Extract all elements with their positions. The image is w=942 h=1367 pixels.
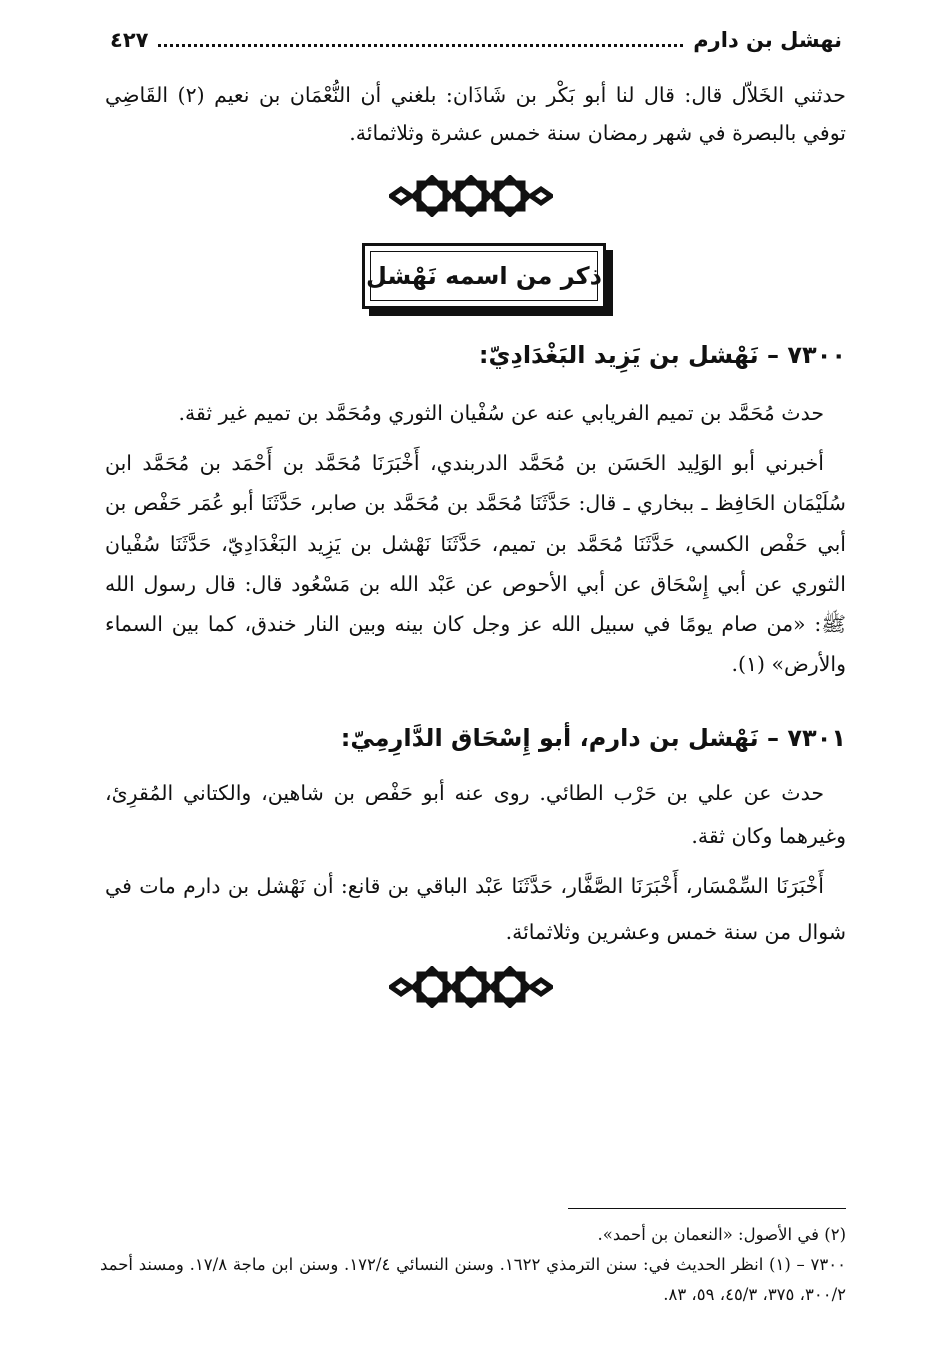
section-heading-box [362, 243, 606, 309]
section-heading: ذكر من اسمه نَهْشل [366, 262, 602, 290]
footnote-2: ٧٣٠٠ – (١) انظر الحديث في: سنن الترمذي ١٦٢٢. وسنن النسائي ١٧٢/٤. وسنن ابن ماجة ١٧/٨. ومسند أحمد ٣٠٠/٢، ٣٧٥، ٤٥/٣، ٥٩، ٨٣. [100, 1255, 846, 1304]
divider-ornament-top [0, 175, 942, 217]
entry-7300-paragraph-1: حدث مُحَمَّد بن تميم الفريابي عنه عن سُفْيان الثوري ومُحَمَّد بن تميم غير ثقة. [178, 401, 824, 425]
entry-7300-paragraph-2: أخبرني أبو الوَلِيد الحَسَن بن مُحَمَّد الدربندي، أَخْبَرَنَا مُحَمَّد بن أَحْمَد بن مُحَمَّد ابن سُلَيْمَان الحَافِظ ـ ببخاري ـ قال: حَدَّثَنَا مُحَمَّد بن مُحَمَّد بن صابر، حَدَّثَنَا أبو عُمَر حَفْص بن أبي حَفْص الكسي، حَدَّثَنَا مُحَمَّد بن تميم، حَدَّثَنَا نَهْشل بن يَزِيد البَغْدَادِيّ، حَدَّثَنَا سُفْيان الثوري عن أبي إِسْحَاق عن أبي الأحوص عن عَبْد الله بن مَسْعُود قال: قال رسول الله ﷺ: «من صام يومًا في سبيل الله عز وجل كان بينه وبين النار خندق، كما بين السماء والأرض» (١). [105, 451, 846, 677]
entry-title-7300: ٧٣٠٠ – نَهْشل بن يَزِيد البَغْدَادِيّ: [478, 341, 846, 369]
running-title: نهشل بن دارم [693, 28, 842, 52]
footnote-separator [568, 1208, 846, 1209]
footnote-1: (٢) في الأصول: «النعمان بن أحمد». [597, 1225, 846, 1244]
page-header [110, 28, 842, 52]
divider-ornament-bottom [0, 966, 942, 1008]
header-dotted-leader [158, 30, 683, 47]
entry-title-7301: ٧٣٠١ – نَهْشل بن دارم، أبو إِسْحَاق الدَّارِمِيّ: [340, 724, 846, 752]
top-paragraph: حدثني الخَلاّل قال: قال لنا أبو بَكْر بن شَاذَان: بلغني أن النُّعْمَان بن نعيم (٢) القَاضِي توفي بالبصرة في شهر رمضان سنة خمس عشرة وثلاثمائة. [105, 83, 846, 145]
entry-7301-paragraph-2: أَخْبَرَنَا السِّمْسَار، أَخْبَرَنَا الصَّفَّار، حَدَّثَنَا عَبْد الباقي بن قانع: أن نَهْشل بن دارم مات في شوال من سنة خمس وعشرين وثلاثمائة. [105, 874, 846, 944]
page-number: ٤٢٧ [110, 28, 149, 52]
entry-7301-paragraph-1: حدث عن علي بن حَرْب الطائي. روى عنه أبو حَفْص بن شاهين، والكتاني المُقرِئ، وغيرهما وكان ثقة. [105, 781, 846, 848]
